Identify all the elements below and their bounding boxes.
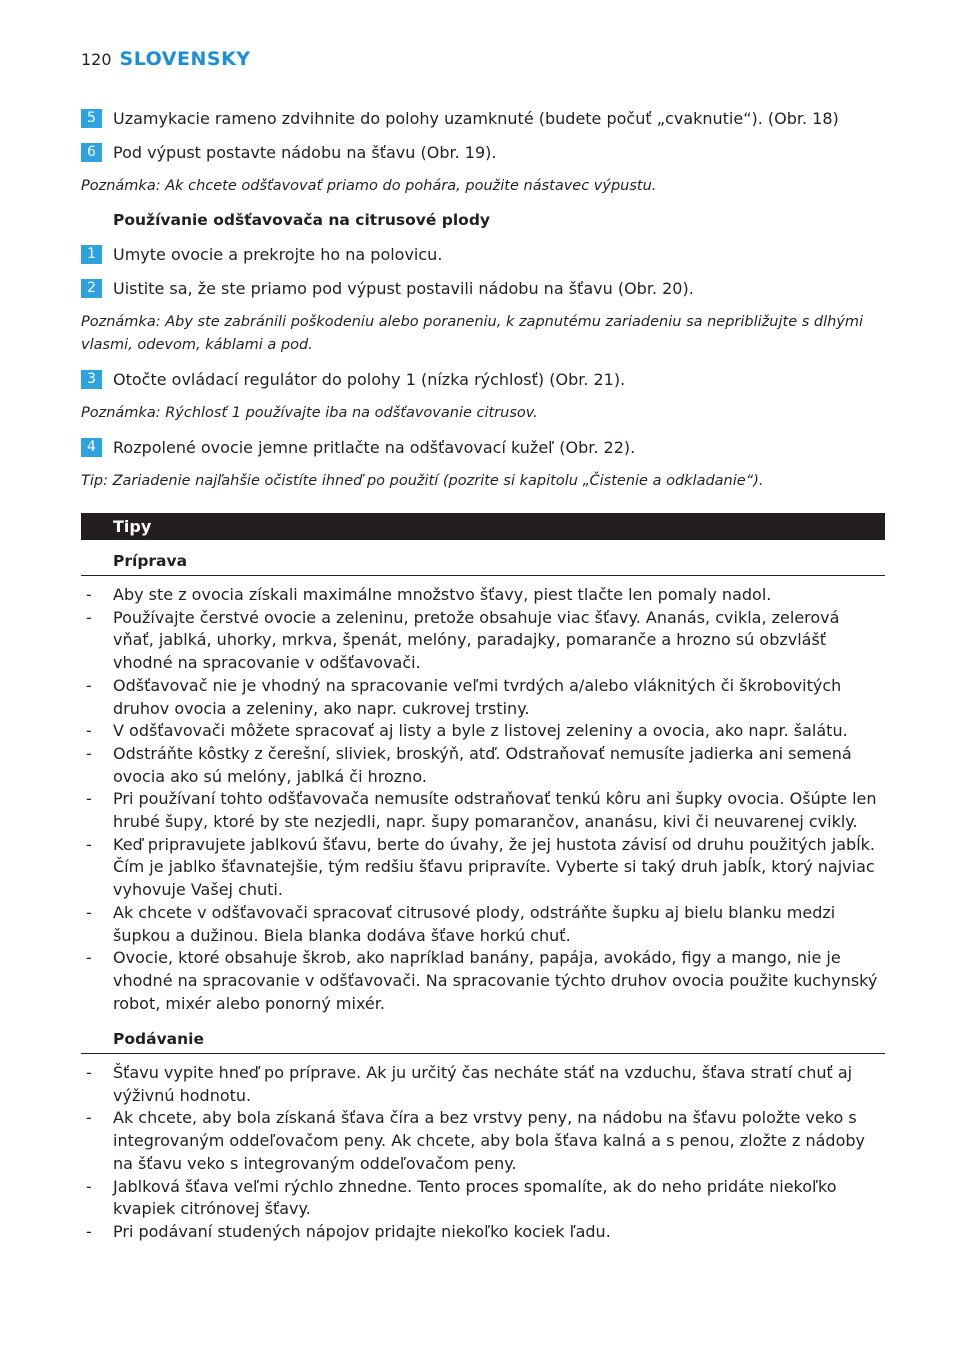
- list-item: - Šťavu vypite hneď po príprave. Ak ju určitý čas necháte stáť na vzduchu, šťava stratí chuť aj výživnú hodnotu.: [81, 1062, 885, 1107]
- step-5: [81, 107, 881, 130]
- step-number-badge: 5: [81, 109, 102, 128]
- list-item: - Ak chcete v odšťavovači spracovať citrusové plody, odstráňte šupku aj bielu blanku medzi šupkou a dužinou. Biela blanka dodáva šťave horkú chuť.: [81, 902, 885, 947]
- section-title: Tipy: [113, 517, 152, 536]
- divider: [81, 1053, 885, 1054]
- step-number-badge: 1: [81, 245, 102, 264]
- page-header: [81, 48, 251, 74]
- citrus-heading: Používanie odšťavovača na citrusové plody: [113, 211, 491, 229]
- note-safety: Poznámka: Aby ste zabránili poškodeniu alebo poraneniu, k zapnutému zariadeniu sa nepribližujte s dlhými vlasmi, odevom, káblami a pod.: [81, 314, 864, 353]
- step-number-badge: 2: [81, 279, 102, 298]
- step-number-badge: 4: [81, 438, 102, 457]
- priprava-heading: Príprava: [113, 552, 188, 570]
- list-item: - Používajte čerstvé ovocie a zeleninu, pretože obsahuje viac šťavy. Ananás, cvikla, zelerová vňať, jablká, uhorky, mrkva, špenát, melóny, paradajky, pomaranče a hrozno sú obzvlášť vhodné na spracovanie v odšťavovači.: [81, 607, 885, 675]
- list-item: - Ovocie, ktoré obsahuje škrob, ako napríklad banány, papája, avokádo, figy a mango, nie je vhodné na spracovanie v odšťavovači. Na spracovanie týchto druhov ovocia použite kuchynský robot, mixér alebo ponorný mixér.: [81, 947, 885, 1015]
- list-item: - Pri používaní tohto odšťavovača nemusíte odstraňovať tenkú kôru ani šupky ovocia. Ošúpte len hrubé šupy, ktoré by ste nezjedli, napr. šupy pomarančov, ananásu, kivi či neuvarenej cvikly.: [81, 788, 885, 833]
- tip-cleaning: Tip: Zariadenie najľahšie očistíte ihneď po použití (pozrite si kapitolu „Čistenie a odkladanie“).: [81, 473, 764, 489]
- section-bar-tipy: [81, 513, 885, 540]
- note-juice-spout: Poznámka: Ak chcete odšťavovať priamo do pohára, použite nástavec výpustu.: [81, 178, 657, 194]
- step-4: [81, 436, 881, 459]
- step-text: Otočte ovládací regulátor do polohy 1 (nízka rýchlosť) (Obr. 21).: [113, 370, 626, 389]
- step-text: Pod výpust postavte nádobu na šťavu (Obr. 19).: [113, 143, 497, 162]
- step-2: [81, 277, 881, 300]
- list-item: - V odšťavovači môžete spracovať aj listy a byle z listovej zeleniny a ovocia, ako napr. šalátu.: [81, 720, 885, 743]
- list-item: - Odstráňte kôstky z čerešní, sliviek, broskýň, atď. Odstraňovať nemusíte jadierka ani semená ovocia ako sú melóny, jablká či hrozno.: [81, 743, 885, 788]
- step-text: Rozpolené ovocie jemne pritlačte na odšťavovací kužeľ (Obr. 22).: [113, 438, 636, 457]
- list-item: - Ak chcete, aby bola získaná šťava číra a bez vrstvy peny, na nádobu na šťavu položte veko s integrovaným oddeľovačom peny. Ak chcete, aby bola šťava kalná a s penou, zložte z nádoby na šťavu veko s integrovaným oddeľovačom peny.: [81, 1107, 885, 1175]
- priprava-list: [81, 584, 885, 1015]
- step-1: [81, 243, 881, 266]
- step-6: [81, 141, 881, 164]
- step-text: Umyte ovocie a prekrojte ho na polovicu.: [113, 245, 443, 264]
- note-speed: Poznámka: Rýchlosť 1 používajte iba na odšťavovanie citrusov.: [81, 405, 538, 421]
- list-item: - Keď pripravujete jablkovú šťavu, berte do úvahy, že jej hustota závisí od druhu použitých jabĺk. Čím je jablko šťavnatejšie, tým redšiu šťavu pripravíte. Vyberte si taký druh jabĺk, ktorý najviac vyhovuje Vašej chuti.: [81, 834, 885, 902]
- step-text: Uzamykacie rameno zdvihnite do polohy uzamknuté (budete počuť „cvaknutie“). (Obr. 18): [113, 109, 839, 128]
- list-item: - Odšťavovač nie je vhodný na spracovanie veľmi tvrdých a/alebo vláknitých či škrobovitých druhov ovocia a zeleniny, ako napr. cukrovej trstiny.: [81, 675, 885, 720]
- step-text: Uistite sa, že ste priamo pod výpust postavili nádobu na šťavu (Obr. 20).: [113, 279, 694, 298]
- page-number: 120: [81, 50, 112, 69]
- podavanie-list: [81, 1062, 885, 1244]
- step-3: [81, 368, 881, 391]
- podavanie-heading: Podávanie: [113, 1030, 204, 1048]
- step-number-badge: 3: [81, 370, 102, 389]
- list-item: - Aby ste z ovocia získali maximálne množstvo šťavy, piest tlačte len pomaly nadol.: [81, 584, 885, 607]
- list-item: - Pri podávaní studených nápojov pridajte niekoľko kociek ľadu.: [81, 1221, 885, 1244]
- list-item: - Jablková šťava veľmi rýchlo zhnedne. Tento proces spomalíte, ak do neho pridáte niekoľko kvapiek citrónovej šťavy.: [81, 1176, 885, 1221]
- divider: [81, 575, 885, 576]
- step-number-badge: 6: [81, 143, 102, 162]
- language-title: SLOVENSKY: [119, 48, 251, 70]
